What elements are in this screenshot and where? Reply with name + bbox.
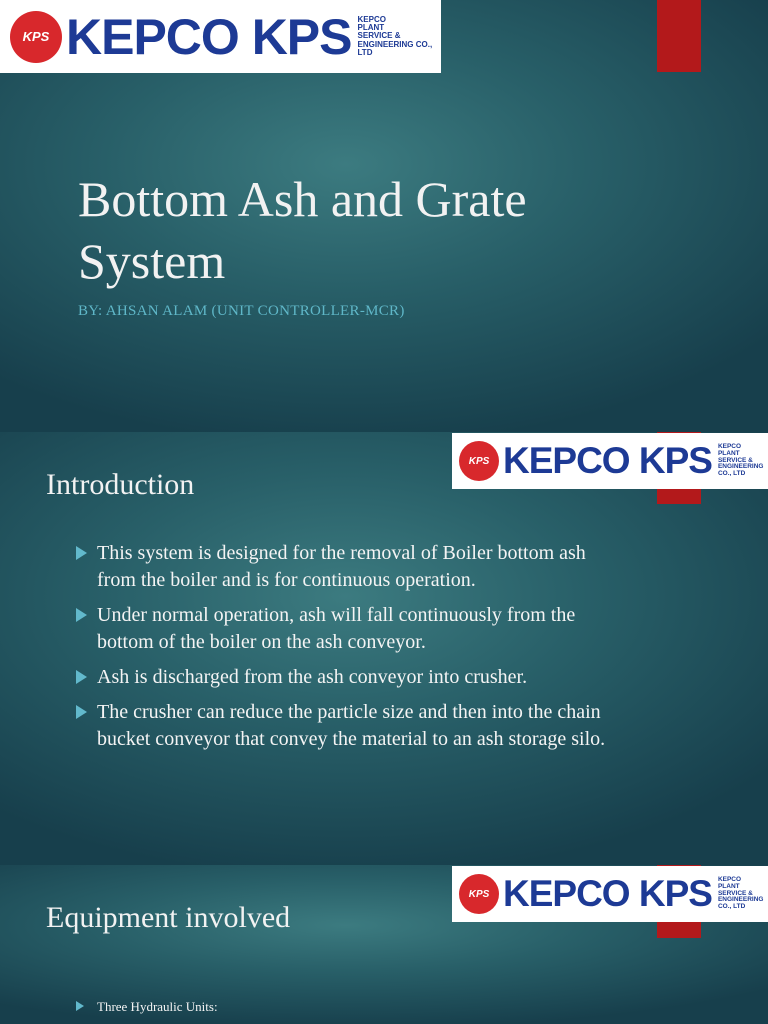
company-logo xyxy=(0,0,441,73)
logo-wordmark: KEPCO KPS xyxy=(503,873,712,914)
bullet-text: The crusher can reduce the particle size and then into the chain bucket conveyor that convey the material to an ash storage silo. xyxy=(97,701,606,750)
list-item xyxy=(76,998,616,1016)
slide-title: Bottom Ash and Grate System xyxy=(78,171,527,289)
triangle-bullet-icon xyxy=(76,670,87,684)
logo-subtitle: KEPCO PLANT SERVICE & ENGINEERING CO., LTD xyxy=(717,875,764,911)
company-logo xyxy=(452,433,768,489)
logo-subtitle: KEPCO PLANT SERVICE & ENGINEERING CO., LTD xyxy=(717,442,764,478)
triangle-bullet-icon xyxy=(76,608,87,622)
triangle-bullet-icon xyxy=(76,1001,84,1011)
logo-subtitle: KEPCO PLANT SERVICE & ENGINEERING CO., LTD xyxy=(357,14,433,58)
bullet-text: This system is designed for the removal of Boiler bottom ash from the boiler and is for continuous operation. xyxy=(97,542,586,591)
logo-emblem-icon: KPS xyxy=(10,11,62,63)
equipment-slide xyxy=(0,865,768,1024)
list-item xyxy=(76,540,616,594)
slide-heading: Introduction xyxy=(46,468,195,501)
triangle-bullet-icon xyxy=(76,546,87,560)
bullet-text: Ash is discharged from the ash conveyor into crusher. xyxy=(97,666,528,688)
logo-wordmark: KEPCO KPS xyxy=(66,8,352,65)
title-slide xyxy=(0,0,768,432)
bullet-text: Under normal operation, ash will fall continuously from the bottom of the boiler on the ash conveyor. xyxy=(97,604,576,653)
slide-byline: BY: AHSAN ALAM (UNIT CONTROLLER-MCR) xyxy=(78,303,405,319)
introduction-slide xyxy=(0,432,768,865)
list-item xyxy=(76,699,616,753)
bullet-list xyxy=(76,540,616,761)
list-item xyxy=(76,602,616,656)
list-item xyxy=(76,664,616,691)
red-accent-tab xyxy=(657,0,701,72)
bullet-list xyxy=(76,998,616,1016)
logo-emblem-icon: KPS xyxy=(459,441,499,481)
bullet-text: Three Hydraulic Units: xyxy=(97,999,218,1014)
company-logo xyxy=(452,866,768,922)
logo-wordmark: KEPCO KPS xyxy=(503,440,712,481)
logo-emblem-icon: KPS xyxy=(459,874,499,914)
triangle-bullet-icon xyxy=(76,705,87,719)
slide-heading: Equipment involved xyxy=(46,901,291,934)
